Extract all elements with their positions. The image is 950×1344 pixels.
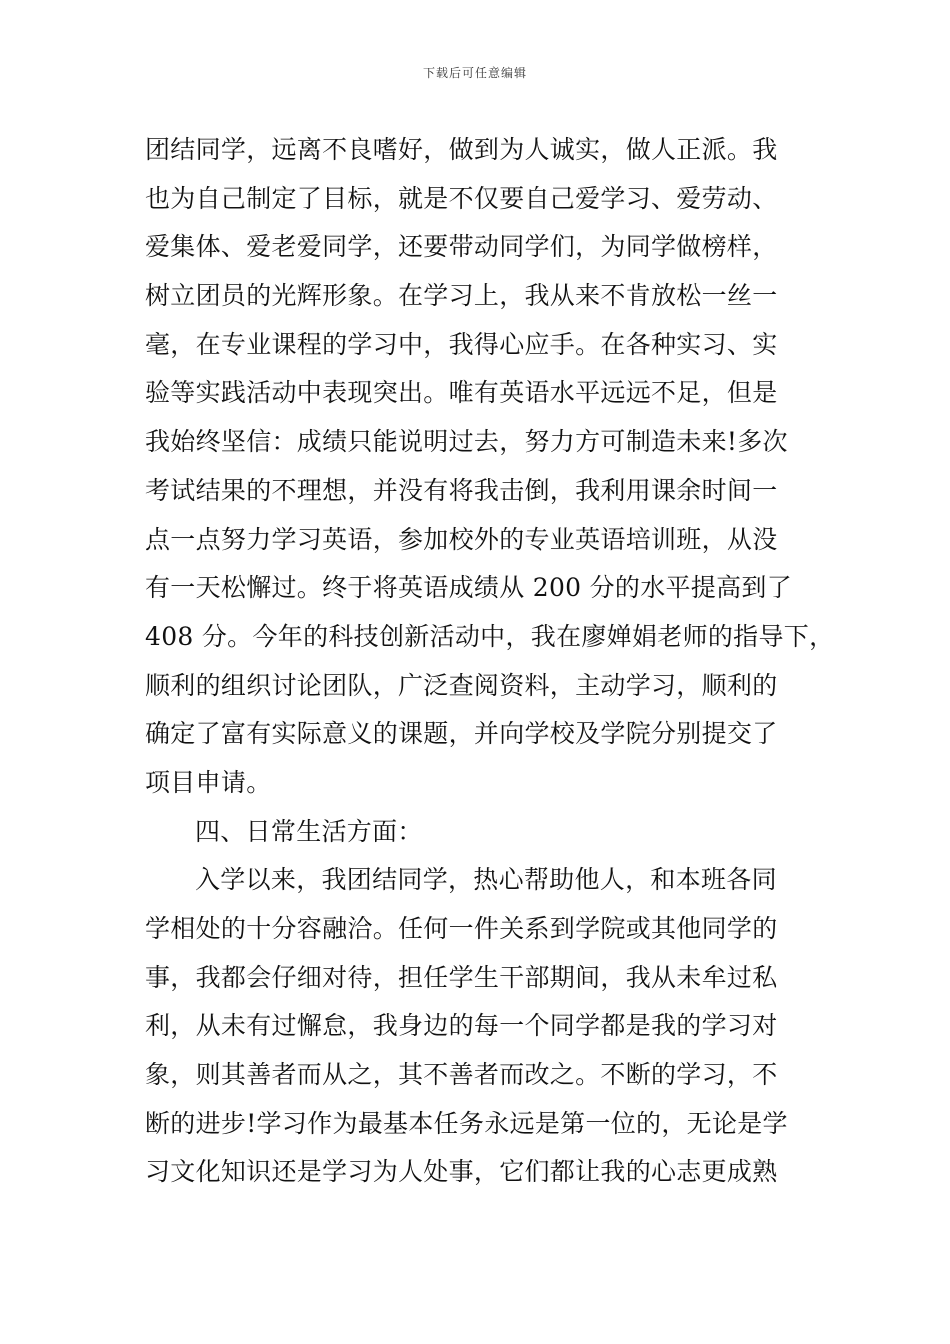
text-line: 事，我都会仔细对待，担任学生干部期间，我从未牟过私 bbox=[145, 962, 778, 992]
text-line: 点一点努力学习英语，参加校外的专业英语培训班，从没 bbox=[145, 524, 778, 554]
text-line: 习文化知识还是学习为人处事，它们都让我的心志更成熟 bbox=[145, 1157, 778, 1187]
text-line: 项目申请。 bbox=[145, 767, 272, 797]
text-line: 象，则其善者而从之，其不善者而改之。不断的学习，不 bbox=[145, 1060, 778, 1090]
text-line: 毫，在专业课程的学习中，我得心应手。在各种实习、实 bbox=[145, 329, 778, 359]
document-body bbox=[145, 126, 835, 1197]
section-heading: 四、日常生活方面： bbox=[195, 816, 423, 846]
text-line: 顺利的组织讨论团队，广泛查阅资料，主动学习，顺利的 bbox=[145, 670, 778, 700]
text-line: 408 分。今年的科技创新活动中，我在廖婵娟老师的指导下， bbox=[145, 621, 835, 651]
text-line: 有一天松懈过。终于将英语成绩从 200 分的水平提高到了 bbox=[145, 573, 793, 603]
text-line: 团结同学，远离不良嗜好，做到为人诚实，做人正派。我 bbox=[145, 135, 778, 164]
text-line: 入学以来，我团结同学，热心帮助他人，和本班各同 bbox=[195, 865, 777, 895]
text-line: 爱集体、爱老爱同学，还要带动同学们，为同学做榜样， bbox=[145, 232, 778, 262]
text-line: 断的进步!学习作为最基本任务永远是第一位的，无论是学 bbox=[145, 1108, 788, 1138]
text-line: 利，从未有过懈怠，我身边的每一个同学都是我的学习对 bbox=[145, 1011, 778, 1041]
text-line: 也为自己制定了目标，就是不仅要自己爱学习、爱劳动、 bbox=[145, 183, 778, 213]
text-line: 我始终坚信：成绩只能说明过去，努力方可制造未来!多次 bbox=[145, 427, 788, 457]
page-header: 下载后可任意编辑 bbox=[422, 66, 527, 80]
text-line: 树立团员的光辉形象。在学习上，我从来不肯放松一丝一 bbox=[145, 281, 778, 311]
text-line: 考试结果的不理想，并没有将我击倒，我利用课余时间一 bbox=[145, 475, 778, 505]
text-line: 学相处的十分容融洽。任何一件关系到学院或其他同学的 bbox=[145, 914, 778, 943]
text-line: 确定了富有实际意义的课题，并向学校及学院分别提交了 bbox=[145, 719, 778, 749]
text-line: 验等实践活动中表现突出。唯有英语水平远远不足，但是 bbox=[145, 378, 778, 408]
